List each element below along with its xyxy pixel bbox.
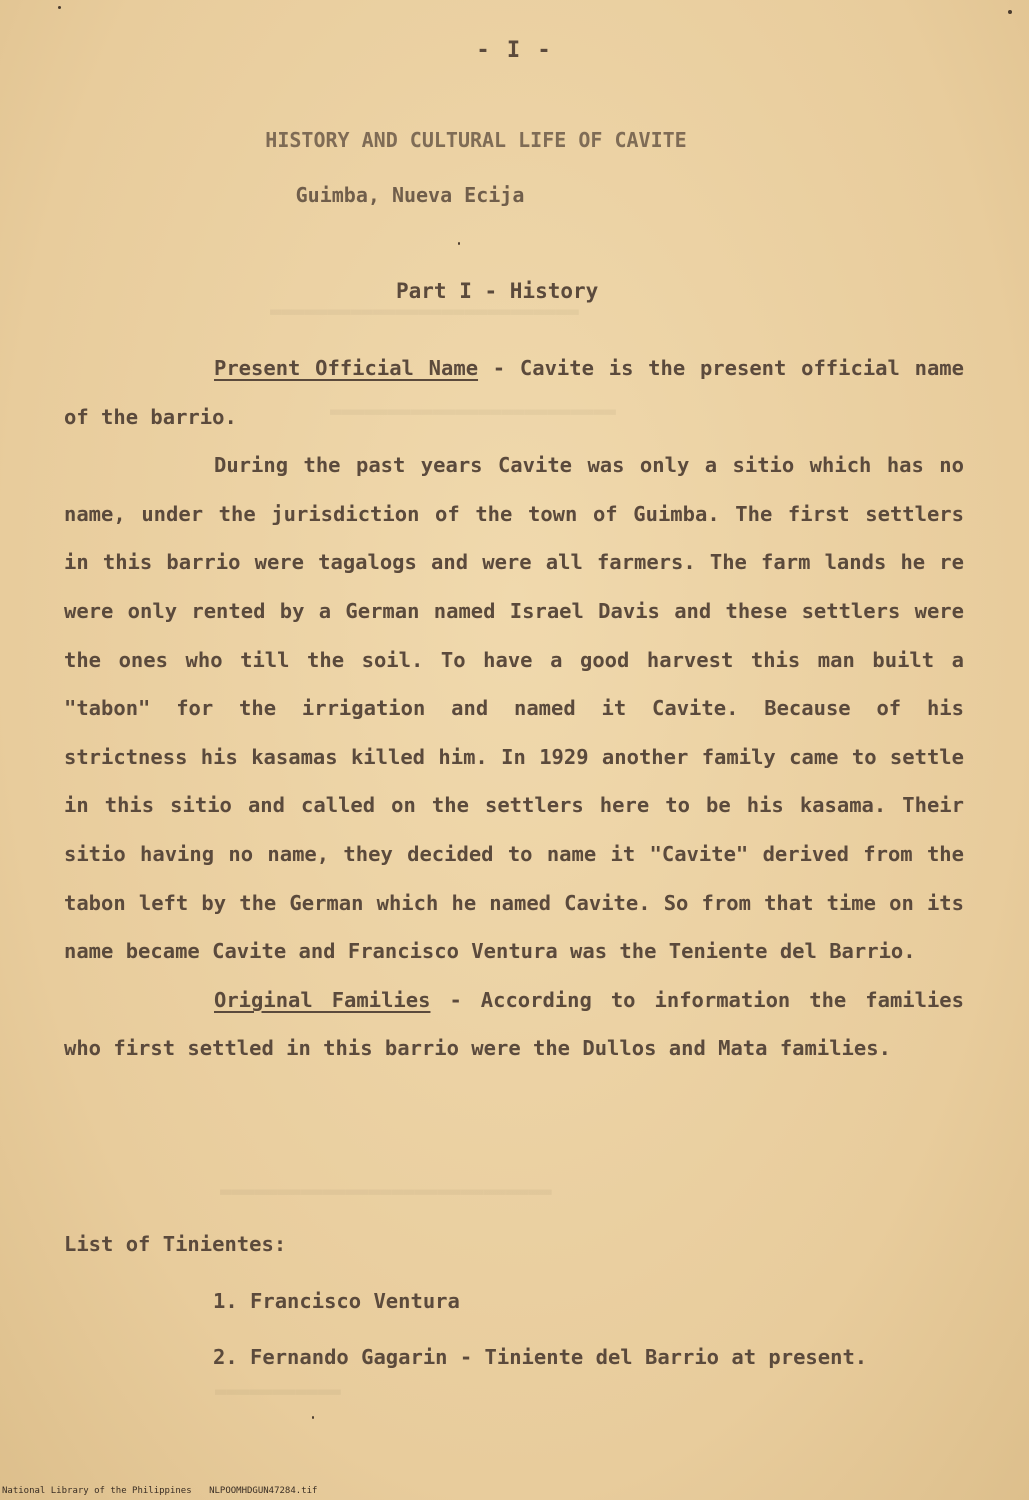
scan-speck [312,1416,314,1419]
original-families-heading: Original Families [214,987,431,1012]
original-families-text: - According to information the families who first settled in this barrio were the Dullos and Mata families. [64,987,964,1061]
bleed-through-shadow: ▬▬▬▬▬▬▬▬▬▬▬ [215,1380,341,1402]
original-families-paragraph [64,976,964,1073]
official-name-heading: Present Official Name [214,356,479,380]
bleed-through-shadow: ▬▬▬▬▬▬▬▬▬▬▬▬▬▬▬▬▬▬▬▬▬▬▬▬▬▬▬▬▬ [220,1180,552,1202]
official-name-text: - Cavite is the present official name of the barrio. [64,356,964,429]
footer-filename: NLPOOMHDGUN47284.tif [209,1486,318,1496]
scan-speck [58,6,61,9]
scan-speck [1008,10,1012,14]
scan-speck [458,242,460,245]
tiniente-list-item: 1. Francisco Ventura [213,1289,460,1313]
part-heading: Part I - History [396,279,599,303]
document-title: HISTORY AND CULTURAL LIFE OF CAVITE [265,128,687,152]
bleed-through-shadow: ▬▬▬▬▬▬▬▬▬▬▬▬▬▬▬▬▬▬▬▬▬▬▬▬▬ [330,400,616,422]
bleed-through-shadow: ▬▬▬▬▬▬▬▬▬▬▬▬▬▬▬▬▬▬▬▬▬▬▬▬▬▬▬ [270,300,579,322]
document-subtitle: Guimba, Nueva Ecija [295,183,525,207]
official-name-paragraph [64,344,964,441]
scan-footer [2,1486,329,1496]
footer-library: National Library of the Philippines [2,1486,192,1496]
page-number: - I - [476,38,553,63]
tiniente-list-item: 2. Fernando Gagarin - Tiniente del Barrio at present. [213,1345,868,1369]
tinientes-label: List of Tinientes: [64,1232,287,1256]
history-paragraph: During the past years Cavite was only a sitio which has no name, under the jurisdiction of the town of Guimba. The first settlers in this barrio were tagalogs and were all farmers. The farm lands he re were only rented by a German named Israel Davis and these settlers were the ones who till the soil. To have a good harvest this man built a "tabon" for the irrigation and named it Cavite. Because of his strictness his kasamas killed him. In 1929 another family came to settle in this sitio and called on the settlers here to be his kasama. Their sitio having no name, they decided to name it "Cavite" derived from the tabon left by the German which he named Cavite. So from that time on its name became Cavite and Francisco Ventura was the Teniente del Barrio. [64,453,964,964]
body-text [64,344,964,1073]
